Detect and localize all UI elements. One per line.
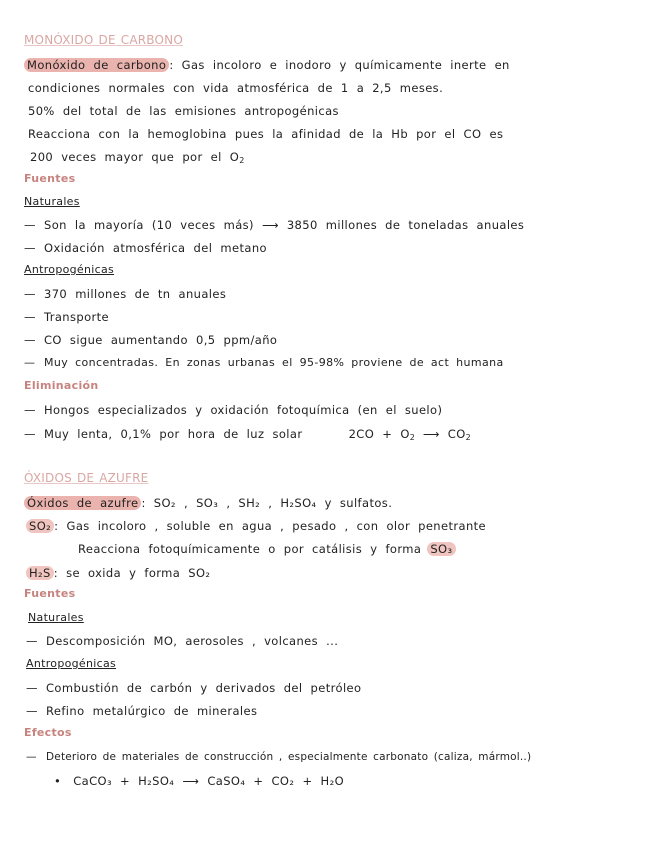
- so2-definition-line: [26, 518, 486, 534]
- dash-icon: [26, 633, 38, 649]
- dash-icon: [26, 703, 38, 719]
- co-elim2-text: Muy lenta, 0,1% por hora de luz solar: [44, 427, 303, 441]
- arrow-icon: ⟶: [261, 218, 279, 232]
- dash-icon: [24, 240, 36, 256]
- dash-icon: [24, 402, 36, 418]
- co-definition-line-1: [24, 57, 510, 73]
- section-title-co: MONÓXIDO DE CARBONO: [24, 33, 183, 47]
- so-ant2-text: Refino metalúrgico de minerales: [46, 704, 258, 718]
- h2s-definition-line: [26, 565, 210, 581]
- so-antropogenicas-heading: Antropogénicas: [26, 657, 117, 670]
- bullet-icon: •: [54, 774, 62, 788]
- dash-icon: [24, 217, 36, 233]
- co-nat1-result: 3850 millones de toneladas anuales: [286, 218, 525, 232]
- so-efectos-heading: Efectos: [24, 726, 72, 739]
- so2-def-1: : Gas incoloro , soluble en agua , pesado , con olor penetrante: [54, 519, 487, 533]
- co-natural-item-1: [24, 217, 524, 233]
- so-ant1-text: Combustión de carbón y derivados del petróleo: [46, 681, 362, 695]
- so-nat1-text: Descomposición MO, aerosoles , volcanes ...: [46, 634, 339, 648]
- h2s-highlight: H₂S: [26, 566, 54, 580]
- co-term-highlight: Monóxido de carbono: [24, 58, 169, 72]
- so-efecto-item-1: [26, 749, 531, 765]
- co-definition-line-4: Reacciona con la hemoglobina pues la afinidad de la Hb por el CO es: [28, 127, 504, 141]
- so-natural-item-1: [26, 633, 338, 649]
- co-antro-item-2: [24, 309, 109, 325]
- co-nat2-text: Oxidación atmosférica del metano: [44, 241, 267, 255]
- o2-subscript: 2: [239, 156, 245, 165]
- arrow-icon: ⟶: [422, 427, 440, 441]
- co-def-5: 200 veces mayor que por el O: [30, 150, 240, 164]
- co-antropogenicas-heading: Antropogénicas: [24, 263, 115, 276]
- dash-icon: [26, 749, 38, 765]
- co-eliminacion-heading: Eliminación: [24, 379, 99, 392]
- so2-def-2: Reacciona fotoquímicamente o por catálisis y forma: [78, 542, 422, 556]
- so2-definition-line-2: [78, 541, 456, 557]
- co-naturales-heading: Naturales: [24, 195, 80, 208]
- co-antro-item-1: [24, 286, 226, 302]
- dash-icon: [24, 332, 36, 348]
- co-elim1-text: Hongos especializados y oxidación fotoquímica (en el suelo): [44, 403, 443, 417]
- so2-highlight: SO₂: [26, 519, 54, 533]
- co-ant1-text: 370 millones de tn anuales: [44, 287, 227, 301]
- dash-icon: [24, 355, 36, 371]
- so-reaction-equation: CaCO₃ + H₂SO₄ ⟶ CaSO₄ + CO₂ + H₂O: [73, 774, 345, 788]
- dash-icon: [24, 286, 36, 302]
- co-equation-rhs: CO: [447, 427, 466, 441]
- co-ant3-text: CO sigue aumentando 0,5 ppm/año: [44, 333, 278, 347]
- co-antro-item-4: [24, 355, 504, 371]
- section-title-so: ÓXIDOS DE AZUFRE: [24, 471, 149, 485]
- so3-highlight: SO₃: [427, 542, 455, 556]
- so-reaction-line: [54, 773, 344, 789]
- co-ant4-text: Muy concentradas. En zonas urbanas el 95-98% proviene de act humana: [44, 356, 504, 369]
- so-list: : SO₂ , SO₃ , SH₂ , H₂SO₄ y sulfatos.: [141, 496, 393, 510]
- co-definition-line-2: condiciones normales con vida atmosférica de 1 a 2,5 meses.: [28, 81, 444, 95]
- so-naturales-heading: Naturales: [28, 611, 84, 624]
- co-elim-item-1: [24, 402, 442, 418]
- dash-icon: [24, 426, 36, 442]
- co-nat1-text: Son la mayoría (10 veces más): [44, 218, 254, 232]
- so-antro-item-1: [26, 680, 361, 696]
- co-fuentes-heading: Fuentes: [24, 172, 76, 185]
- so-ef1-text: Deterioro de materiales de construcción , especialmente carbonato (caliza, mármol..): [46, 751, 532, 763]
- co-natural-item-2: [24, 240, 267, 256]
- so-term-highlight: Óxidos de azufre: [24, 496, 141, 510]
- co-equation-lhs: 2CO + O: [348, 427, 410, 441]
- so-definition-line-1: [24, 495, 392, 511]
- dash-icon: [24, 309, 36, 325]
- co-antro-item-3: [24, 332, 277, 348]
- co-ant2-text: Transporte: [44, 310, 110, 324]
- co-definition-line-5: [30, 149, 244, 169]
- h2s-def: : se oxida y forma SO₂: [53, 566, 211, 580]
- dash-icon: [26, 680, 38, 696]
- o2-subscript: 2: [409, 433, 415, 442]
- co2-subscript: 2: [465, 433, 471, 442]
- co-definition-line-3: 50% del total de las emisiones antropogénicas: [28, 104, 339, 118]
- co-def-1: : Gas incoloro e inodoro y químicamente inerte en: [169, 58, 510, 72]
- co-elim-item-2: [24, 426, 471, 446]
- so-fuentes-heading: Fuentes: [24, 587, 76, 600]
- so-antro-item-2: [26, 703, 257, 719]
